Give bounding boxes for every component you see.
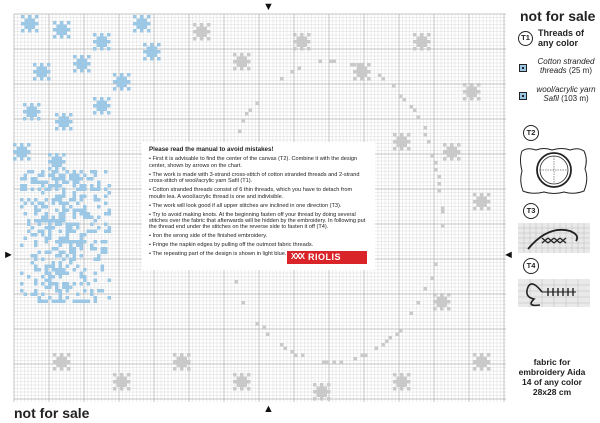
center-arrow-icon-right: ◄: [503, 249, 514, 261]
cotton-thread-name: Cotton stranded threads: [537, 57, 595, 75]
wool-thread-entry: [532, 85, 600, 103]
instruction-item: • Iron the wrong side of the finished embroidery.: [149, 233, 268, 240]
center-arrow-icon-top: ▼: [263, 1, 274, 13]
stitch-direction-illustration-icon: [518, 223, 590, 253]
t3-badge: T3: [523, 203, 539, 219]
cotton-thread-qty: (25 m): [568, 66, 593, 75]
riolis-logo: [287, 251, 367, 264]
cotton-thread-entry: [532, 57, 600, 75]
threads-title: Threads of any color: [538, 28, 585, 48]
instruction-item: • Cotton stranded threads consist of 6 thin threads, which you have to detach from moulin lea. A wool/acrylic thread is one and indivisible.: [149, 187, 353, 200]
fabric-note: fabric for embroidery Aida 14 of any color 28x28 cm: [518, 357, 586, 397]
instruction-item: • The repeating part of the design is shown in light blue.: [149, 251, 287, 258]
t2-badge: T2: [523, 125, 539, 141]
instruction-item: • Try to avoid making knots. At the beginning fasten off your thread by doing several stitches over the fabric that afterwards will be hidden by the embroidery. In following put the thread end under the stitches on the reverse side to fasten it off (T4).: [149, 211, 366, 231]
center-arrow-icon-bottom: ▲: [263, 403, 274, 415]
t1-badge: T1: [518, 31, 533, 46]
center-arrow-icon-left: ►: [3, 249, 14, 261]
t4-badge: T4: [523, 258, 539, 274]
instruction-item: • The work is made with 3-strand cross-stitch of cotton stranded threads and 2-strand cross-stitch of wool/acrylic yarn Safil (T1).: [149, 171, 360, 185]
wool-swatch-icon: [519, 92, 527, 100]
fasten-thread-illustration-icon: [518, 275, 590, 311]
not-for-sale-label: not for sale: [520, 8, 596, 24]
instructions-heading: Please read the manual to avoid mistakes!: [149, 146, 274, 153]
instructions-panel: [142, 142, 375, 270]
instruction-item: • Fringe the napkin edges by pulling off the outmost fabric threads.: [149, 242, 314, 249]
logo-mark: XXX: [291, 252, 305, 262]
instruction-item: • The work will look good if all upper stitches are inclined in one direction (T3).: [149, 202, 342, 209]
wool-thread-name: wool/acrylic yarn Safil: [536, 85, 596, 103]
hoop-illustration-icon: [518, 145, 590, 197]
cotton-swatch-icon: [519, 64, 527, 72]
wool-thread-qty: (103 m): [561, 94, 589, 103]
logo-text: RIOLIS: [308, 252, 342, 263]
not-for-sale-label-bottom: not for sale: [14, 405, 90, 421]
instruction-item: • First it is advisable to find the center of the canvas (T2). Combine it with the design center, shown by arrows on the chart.: [149, 156, 358, 169]
